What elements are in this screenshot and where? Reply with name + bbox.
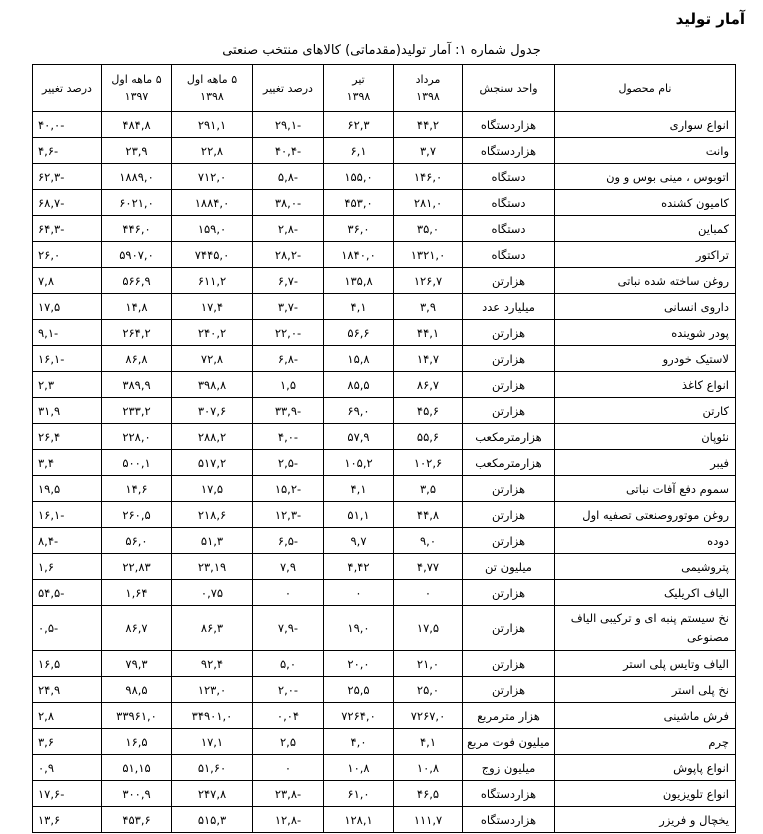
- cell-pct-year: -۸,۴: [33, 528, 102, 554]
- table-row: [33, 677, 736, 703]
- cell-pct-year: ۱۶,۵: [33, 651, 102, 677]
- cell-mordad: ۳,۷: [394, 138, 463, 164]
- cell-pct-year: -۱۶,۱: [33, 346, 102, 372]
- cell-mordad: ۱۳۲۱,۰: [394, 242, 463, 268]
- table-row: [33, 112, 736, 138]
- cell-unit: دستگاه: [463, 216, 555, 242]
- cell-pct-month: -۱۲,۳: [253, 502, 324, 528]
- cell-pct-year: ۱۷,۵: [33, 294, 102, 320]
- cell-tir: ۴,۱: [324, 294, 394, 320]
- table-row: [33, 807, 736, 833]
- cell-mordad: ۴۴,۱: [394, 320, 463, 346]
- cell-tir: ۰: [324, 580, 394, 606]
- cell-pct-year: ۷,۸: [33, 268, 102, 294]
- cell-name: انواع تلویزیون: [555, 781, 736, 807]
- table-row: [33, 138, 736, 164]
- table-row: [33, 729, 736, 755]
- cell-name: پتروشیمی: [555, 554, 736, 580]
- cell-pct-month: ۰: [253, 755, 324, 781]
- cell-unit: هزارتن: [463, 320, 555, 346]
- cell-five-1398: ۷۲,۸: [172, 346, 253, 372]
- cell-tir: ۷۲۶۴,۰: [324, 703, 394, 729]
- cell-pct-month: -۴۰,۴: [253, 138, 324, 164]
- column-header-line: ۱۳۹۷: [124, 90, 149, 103]
- cell-pct-month: -۳۸,۰: [253, 190, 324, 216]
- cell-tir: ۱۸۴۰,۰: [324, 242, 394, 268]
- cell-pct-year: ۲۶,۴: [33, 424, 102, 450]
- cell-pct-year: ۳۱,۹: [33, 398, 102, 424]
- cell-tir: ۴,۱: [324, 476, 394, 502]
- cell-pct-month: ۵,۰: [253, 651, 324, 677]
- cell-tir: ۶۲,۳: [324, 112, 394, 138]
- cell-unit: میلیون تن: [463, 554, 555, 580]
- cell-mordad: ۱۴۶,۰: [394, 164, 463, 190]
- column-header-line: تیر: [352, 73, 365, 86]
- cell-pct-month: ۷,۹: [253, 554, 324, 580]
- cell-pct-month: -۶,۸: [253, 346, 324, 372]
- cell-name: اتوبوس ، مینی بوس و ون: [555, 164, 736, 190]
- column-header-mordad: [394, 65, 463, 112]
- cell-tir: ۴,۴۲: [324, 554, 394, 580]
- cell-unit: هزارتن: [463, 651, 555, 677]
- cell-five-1398: ۳۹۸,۸: [172, 372, 253, 398]
- cell-mordad: ۱۴,۷: [394, 346, 463, 372]
- cell-five-1397: ۲۳۳,۲: [102, 398, 172, 424]
- cell-unit: هزارتن: [463, 528, 555, 554]
- cell-five-1397: ۱۴,۶: [102, 476, 172, 502]
- cell-pct-year: -۹,۱: [33, 320, 102, 346]
- table-row: [33, 216, 736, 242]
- cell-unit: دستگاه: [463, 164, 555, 190]
- column-header-line: ۱۳۹۸: [346, 90, 371, 103]
- cell-pct-month: -۲۹,۱: [253, 112, 324, 138]
- cell-five-1397: ۱۴,۸: [102, 294, 172, 320]
- cell-mordad: ۴,۷۷: [394, 554, 463, 580]
- cell-five-1398: ۸۶,۳: [172, 606, 253, 651]
- cell-five-1398: ۷۴۴۵,۰: [172, 242, 253, 268]
- cell-pct-month: -۵,۸: [253, 164, 324, 190]
- cell-five-1398: ۱۸۸۴,۰: [172, 190, 253, 216]
- cell-name: نخ سیستم پنبه ای و ترکیبی الیاف مصنوعی: [555, 606, 736, 651]
- cell-name: فیبر: [555, 450, 736, 476]
- cell-pct-year: -۶۲,۳: [33, 164, 102, 190]
- column-header-line: درصد تغییر: [42, 81, 92, 95]
- cell-pct-month: -۲۸,۲: [253, 242, 324, 268]
- table-row: [33, 164, 736, 190]
- cell-tir: ۴,۰: [324, 729, 394, 755]
- table-caption: جدول شماره ۱: آمار تولید(مقدماتی) کالاهای منتخب صنعتی: [222, 43, 541, 58]
- cell-five-1398: ۵۱۵,۳: [172, 807, 253, 833]
- cell-five-1398: ۲۴۷,۸: [172, 781, 253, 807]
- table-row: [33, 346, 736, 372]
- cell-unit: هزارتن: [463, 398, 555, 424]
- cell-tir: ۱۲۸,۱: [324, 807, 394, 833]
- cell-mordad: ۸۶,۷: [394, 372, 463, 398]
- cell-five-1397: ۸۶,۷: [102, 606, 172, 651]
- cell-name: روغن موتوروصنعتی تصفیه اول: [555, 502, 736, 528]
- cell-mordad: ۴۴,۸: [394, 502, 463, 528]
- cell-tir: ۱۰۵,۲: [324, 450, 394, 476]
- cell-five-1398: ۲۴۰,۲: [172, 320, 253, 346]
- cell-unit: میلیون زوج: [463, 755, 555, 781]
- column-header-five-1398: [172, 65, 253, 112]
- cell-mordad: ۴۶,۵: [394, 781, 463, 807]
- cell-five-1397: ۱۸۸۹,۰: [102, 164, 172, 190]
- cell-pct-month: -۲۲,۰: [253, 320, 324, 346]
- cell-five-1397: ۲۲۸,۰: [102, 424, 172, 450]
- cell-five-1397: ۳۰۰,۹: [102, 781, 172, 807]
- table-row: [33, 502, 736, 528]
- cell-pct-year: ۰,۹: [33, 755, 102, 781]
- cell-unit: هزاردستگاه: [463, 138, 555, 164]
- cell-name: روغن ساخته شده نباتی: [555, 268, 736, 294]
- cell-five-1398: ۱۲۳,۰: [172, 677, 253, 703]
- cell-mordad: ۳۵,۰: [394, 216, 463, 242]
- cell-five-1397: ۶۰۲۱,۰: [102, 190, 172, 216]
- cell-five-1397: ۵۶,۰: [102, 528, 172, 554]
- cell-pct-month: ۰: [253, 580, 324, 606]
- column-header-pct-year: [33, 65, 102, 112]
- cell-pct-year: -۵۴,۵: [33, 580, 102, 606]
- column-header-tir: [324, 65, 394, 112]
- column-header-line: ۵ ماهه اول: [186, 73, 238, 86]
- column-header-unit: [463, 65, 555, 112]
- cell-unit: میلیون فوت مربع: [463, 729, 555, 755]
- cell-name: کارتن: [555, 398, 736, 424]
- cell-pct-year: ۱۹,۵: [33, 476, 102, 502]
- column-header-line: ۱۳۹۸: [416, 90, 440, 103]
- cell-pct-year: ۱,۶: [33, 554, 102, 580]
- table-row: [33, 606, 736, 651]
- cell-unit: هزارتن: [463, 476, 555, 502]
- table-row: [33, 190, 736, 216]
- cell-five-1398: ۳۴۹۰۱,۰: [172, 703, 253, 729]
- cell-unit: دستگاه: [463, 190, 555, 216]
- cell-five-1397: ۵۶۶,۹: [102, 268, 172, 294]
- cell-five-1398: ۵۱۷,۲: [172, 450, 253, 476]
- table-row: [33, 398, 736, 424]
- cell-pct-month: -۲,۵: [253, 450, 324, 476]
- column-header-name: [555, 65, 736, 112]
- cell-pct-month: -۴,۰: [253, 424, 324, 450]
- cell-name: داروی انسانی: [555, 294, 736, 320]
- cell-pct-month: -۳,۷: [253, 294, 324, 320]
- cell-five-1398: ۹۲,۴: [172, 651, 253, 677]
- cell-name: الیاف اکریلیک: [555, 580, 736, 606]
- cell-five-1397: ۴۵۳,۶: [102, 807, 172, 833]
- column-header-line: نام محصول: [618, 81, 672, 95]
- cell-tir: ۱۰,۸: [324, 755, 394, 781]
- cell-five-1398: ۲۱۸,۶: [172, 502, 253, 528]
- cell-pct-month: -۲۳,۸: [253, 781, 324, 807]
- production-table: [32, 64, 736, 833]
- cell-pct-year: ۳,۶: [33, 729, 102, 755]
- column-header-line: واحد سنجش: [479, 81, 538, 95]
- table-row: [33, 424, 736, 450]
- cell-tir: ۵۱,۱: [324, 502, 394, 528]
- cell-unit: هزارتن: [463, 372, 555, 398]
- cell-name: فرش ماشینی: [555, 703, 736, 729]
- column-header-pct-month: [253, 65, 324, 112]
- cell-tir: ۹,۷: [324, 528, 394, 554]
- cell-name: انواع پاپوش: [555, 755, 736, 781]
- cell-name: کامیون کشنده: [555, 190, 736, 216]
- cell-unit: هزارتن: [463, 502, 555, 528]
- cell-five-1397: ۲۶۰,۵: [102, 502, 172, 528]
- cell-tir: ۲۰,۰: [324, 651, 394, 677]
- cell-five-1397: ۹۸,۵: [102, 677, 172, 703]
- cell-five-1398: ۲۳,۱۹: [172, 554, 253, 580]
- cell-five-1398: ۵۱,۳: [172, 528, 253, 554]
- cell-five-1398: ۵۱,۶۰: [172, 755, 253, 781]
- cell-five-1398: ۱۷,۴: [172, 294, 253, 320]
- cell-name: لاستیک خودرو: [555, 346, 736, 372]
- cell-five-1398: ۱۷,۵: [172, 476, 253, 502]
- cell-tir: ۱۹,۰: [324, 606, 394, 651]
- cell-five-1397: ۴۸۴,۸: [102, 112, 172, 138]
- cell-tir: ۱۵,۸: [324, 346, 394, 372]
- cell-unit: هزارتن: [463, 606, 555, 651]
- cell-pct-month: -۲,۰: [253, 677, 324, 703]
- cell-unit: هزار مترمربع: [463, 703, 555, 729]
- cell-name: سموم دفع آفات نباتی: [555, 476, 736, 502]
- table-header-row: [33, 65, 736, 112]
- cell-pct-year: ۲۴,۹: [33, 677, 102, 703]
- cell-unit: هزاردستگاه: [463, 781, 555, 807]
- cell-five-1397: ۳۸۹,۹: [102, 372, 172, 398]
- cell-five-1398: ۳۰۷,۶: [172, 398, 253, 424]
- cell-mordad: ۵۵,۶: [394, 424, 463, 450]
- column-header-five-1397: [102, 65, 172, 112]
- cell-five-1398: ۰,۷۵: [172, 580, 253, 606]
- cell-mordad: ۱۰۲,۶: [394, 450, 463, 476]
- cell-pct-month: -۱۵,۲: [253, 476, 324, 502]
- cell-tir: ۸۵,۵: [324, 372, 394, 398]
- cell-mordad: ۲۵,۰: [394, 677, 463, 703]
- cell-pct-month: -۳۳,۹: [253, 398, 324, 424]
- cell-tir: ۴۵۳,۰: [324, 190, 394, 216]
- table-row: [33, 268, 736, 294]
- cell-tir: ۶۹,۰: [324, 398, 394, 424]
- cell-pct-month: ۰,۰۴: [253, 703, 324, 729]
- cell-pct-month: -۶,۵: [253, 528, 324, 554]
- cell-pct-year: -۶۴,۳: [33, 216, 102, 242]
- cell-five-1398: ۱۷,۱: [172, 729, 253, 755]
- cell-pct-year: ۲,۳: [33, 372, 102, 398]
- cell-unit: میلیارد عدد: [463, 294, 555, 320]
- cell-pct-month: -۱۲,۸: [253, 807, 324, 833]
- cell-five-1397: ۸۶,۸: [102, 346, 172, 372]
- table-row: [33, 476, 736, 502]
- table-row: [33, 651, 736, 677]
- cell-name: نخ پلی استر: [555, 677, 736, 703]
- cell-name: پودر شوینده: [555, 320, 736, 346]
- cell-pct-year: -۴,۶: [33, 138, 102, 164]
- cell-five-1397: ۲۶۴,۲: [102, 320, 172, 346]
- cell-unit: هزارتن: [463, 580, 555, 606]
- cell-five-1397: ۱,۶۴: [102, 580, 172, 606]
- cell-five-1398: ۱۵۹,۰: [172, 216, 253, 242]
- cell-unit: هزارمترمکعب: [463, 424, 555, 450]
- cell-name: تراکتور: [555, 242, 736, 268]
- cell-name: انواع سواری: [555, 112, 736, 138]
- cell-mordad: ۱۰,۸: [394, 755, 463, 781]
- page-heading: آمار تولید: [675, 10, 745, 28]
- cell-tir: ۵۶,۶: [324, 320, 394, 346]
- cell-mordad: ۳,۹: [394, 294, 463, 320]
- table-row: [33, 554, 736, 580]
- cell-tir: ۵۷,۹: [324, 424, 394, 450]
- cell-pct-year: -۶۸,۷: [33, 190, 102, 216]
- cell-mordad: ۷۲۶۷,۰: [394, 703, 463, 729]
- table-row: [33, 703, 736, 729]
- cell-mordad: ۳,۵: [394, 476, 463, 502]
- cell-pct-year: -۱۶,۱: [33, 502, 102, 528]
- cell-unit: هزاردستگاه: [463, 807, 555, 833]
- table-row: [33, 755, 736, 781]
- cell-name: الیاف وتایس پلی استر: [555, 651, 736, 677]
- cell-five-1397: ۵۱,۱۵: [102, 755, 172, 781]
- cell-tir: ۱۵۵,۰: [324, 164, 394, 190]
- cell-mordad: ۱۱۱,۷: [394, 807, 463, 833]
- table-row: [33, 372, 736, 398]
- cell-five-1397: ۷۹,۳: [102, 651, 172, 677]
- cell-mordad: ۲۸۱,۰: [394, 190, 463, 216]
- cell-pct-month: -۲,۸: [253, 216, 324, 242]
- table-row: [33, 294, 736, 320]
- cell-pct-year: ۲۶,۰: [33, 242, 102, 268]
- cell-tir: ۱۳۵,۸: [324, 268, 394, 294]
- cell-unit: هزارتن: [463, 268, 555, 294]
- cell-tir: ۳۶,۰: [324, 216, 394, 242]
- cell-five-1397: ۴۴۶,۰: [102, 216, 172, 242]
- cell-mordad: ۴۴,۲: [394, 112, 463, 138]
- cell-pct-year: ۱۳,۶: [33, 807, 102, 833]
- column-header-line: درصد تغییر: [263, 81, 313, 95]
- cell-five-1398: ۷۱۲,۰: [172, 164, 253, 190]
- cell-name: یخچال و فریزر: [555, 807, 736, 833]
- cell-pct-year: -۰,۵: [33, 606, 102, 651]
- cell-pct-month: -۷,۹: [253, 606, 324, 651]
- cell-name: کمباین: [555, 216, 736, 242]
- table-body: [33, 112, 736, 833]
- cell-unit: هزارتن: [463, 346, 555, 372]
- table-row: [33, 528, 736, 554]
- cell-pct-year: -۴۰,۰: [33, 112, 102, 138]
- table-row: [33, 242, 736, 268]
- cell-mordad: ۴,۱: [394, 729, 463, 755]
- column-header-line: ۵ ماهه اول: [111, 73, 162, 86]
- cell-name: چرم: [555, 729, 736, 755]
- cell-mordad: ۰: [394, 580, 463, 606]
- cell-five-1397: ۲۳,۹: [102, 138, 172, 164]
- cell-five-1397: ۲۲,۸۳: [102, 554, 172, 580]
- cell-tir: ۶۱,۰: [324, 781, 394, 807]
- cell-five-1397: ۳۳۹۶۱,۰: [102, 703, 172, 729]
- cell-unit: هزاردستگاه: [463, 112, 555, 138]
- table-row: [33, 580, 736, 606]
- cell-five-1397: ۱۶,۵: [102, 729, 172, 755]
- cell-unit: هزارتن: [463, 677, 555, 703]
- cell-pct-month: ۲,۵: [253, 729, 324, 755]
- table-row: [33, 450, 736, 476]
- cell-five-1398: ۶۱۱,۲: [172, 268, 253, 294]
- cell-five-1398: ۲۸۸,۲: [172, 424, 253, 450]
- table-row: [33, 320, 736, 346]
- cell-five-1398: ۲۲,۸: [172, 138, 253, 164]
- cell-name: دوده: [555, 528, 736, 554]
- cell-pct-month: -۶,۷: [253, 268, 324, 294]
- cell-five-1397: ۵۹۰۷,۰: [102, 242, 172, 268]
- table-row: [33, 781, 736, 807]
- cell-tir: ۲۵,۵: [324, 677, 394, 703]
- cell-mordad: ۹,۰: [394, 528, 463, 554]
- cell-unit: دستگاه: [463, 242, 555, 268]
- cell-five-1397: ۵۰۰,۱: [102, 450, 172, 476]
- column-header-line: مرداد: [415, 73, 441, 86]
- cell-mordad: ۲۱,۰: [394, 651, 463, 677]
- cell-name: وانت: [555, 138, 736, 164]
- cell-pct-year: ۲,۸: [33, 703, 102, 729]
- cell-mordad: ۱۷,۵: [394, 606, 463, 651]
- cell-pct-year: -۱۷,۶: [33, 781, 102, 807]
- column-header-line: ۱۳۹۸: [200, 90, 224, 103]
- cell-name: انواع کاغذ: [555, 372, 736, 398]
- cell-pct-month: ۱,۵: [253, 372, 324, 398]
- cell-mordad: ۱۲۶,۷: [394, 268, 463, 294]
- cell-name: نئوپان: [555, 424, 736, 450]
- cell-tir: ۶,۱: [324, 138, 394, 164]
- cell-five-1398: ۲۹۱,۱: [172, 112, 253, 138]
- cell-unit: هزارمترمکعب: [463, 450, 555, 476]
- cell-mordad: ۴۵,۶: [394, 398, 463, 424]
- cell-pct-year: ۳,۴: [33, 450, 102, 476]
